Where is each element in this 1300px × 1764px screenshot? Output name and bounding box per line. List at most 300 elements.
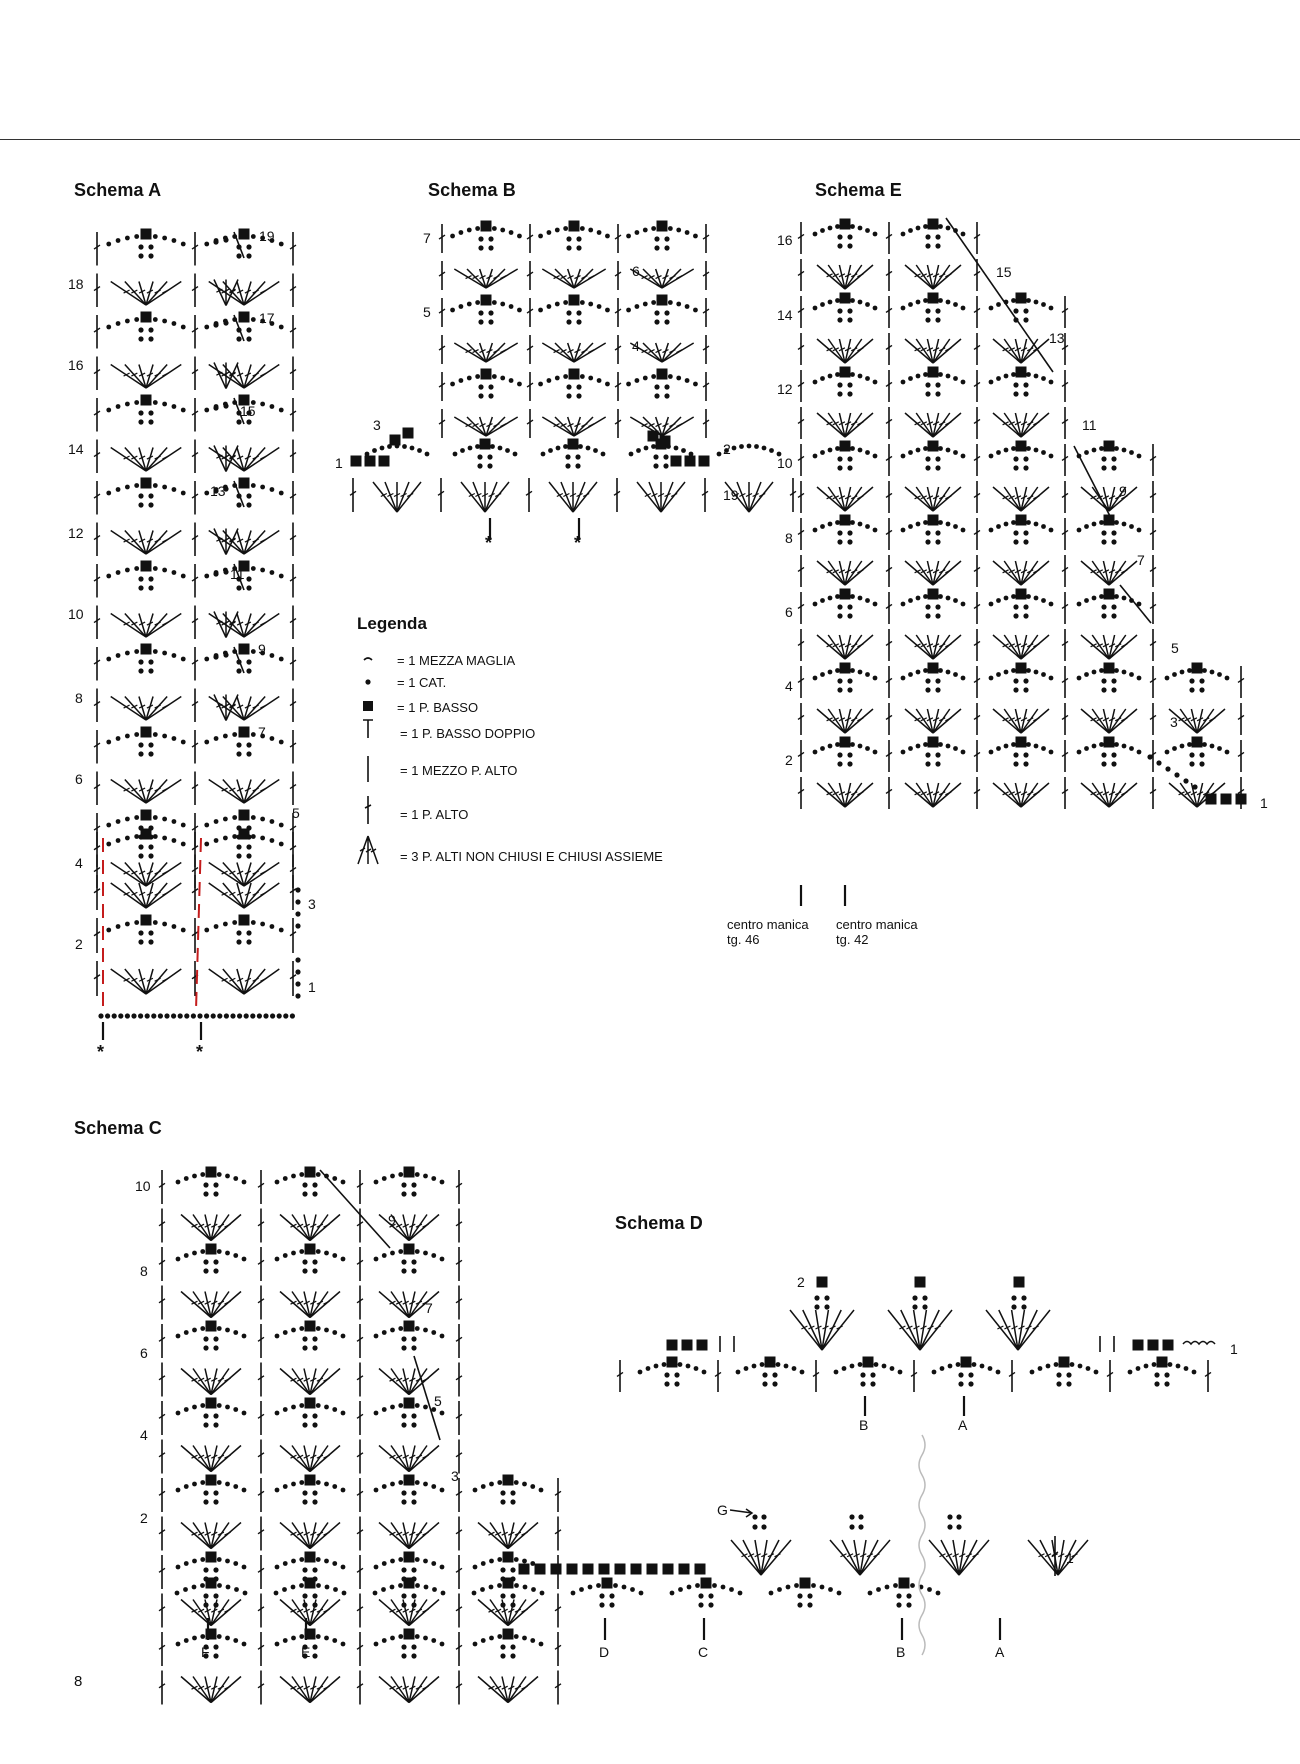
chain-dot [752,1524,757,1529]
marker-letter: B [896,1644,906,1660]
fan-stitch [485,482,509,512]
chain-dot [761,1524,766,1529]
chain-dot [500,376,505,381]
single-crochet-square [1016,367,1027,378]
chain-dot [510,1593,515,1598]
single-crochet-square [503,1552,514,1563]
single-crochet-square [663,1564,674,1575]
catenella-icon [356,669,380,693]
chain-dot [754,444,759,449]
chain-dot [324,1328,329,1333]
chain-dot [772,1381,777,1386]
chain-dot [1023,604,1028,609]
chain-dot [932,1370,937,1375]
chain-dot [324,1636,329,1641]
chain-dot [847,465,852,470]
chain-dot [415,1480,420,1485]
single-crochet-square [567,1564,578,1575]
chain-dot [1099,446,1104,451]
chain-dot [1026,594,1031,599]
row-number: 6 [785,604,793,620]
chain-dot [678,1362,683,1367]
chain-dot [935,382,940,387]
chain-dot [312,1490,317,1495]
chain-dot [739,444,744,449]
chain-dot [497,1583,502,1588]
chain-dot [865,450,870,455]
chain-dot [283,1407,288,1412]
chain-dot [1128,1370,1133,1375]
chain-dot [401,1268,406,1273]
chain-dot [341,1257,346,1262]
chain-dot [302,1567,307,1572]
chain-dot [517,382,522,387]
chain-dot [302,1336,307,1341]
marker-letter: C [698,1644,709,1660]
single-crochet-square [840,293,851,304]
chain-dot [398,1403,403,1408]
chain-dot [938,298,943,303]
single-crochet-square [928,293,939,304]
single-crochet-square [1148,1340,1159,1351]
chain-dot [1023,687,1028,692]
chain-dot [302,1422,307,1427]
single-crochet-square [667,1357,678,1368]
chain-dot [609,1593,614,1598]
single-crochet-square [305,1578,316,1589]
chain-dot [1084,450,1089,455]
single-crochet-square [671,456,682,467]
chain-dot [860,1372,865,1377]
marker-asterisk: * [485,533,493,553]
chain-dot [1023,530,1028,535]
chain-dot [192,1251,197,1256]
single-crochet-square [840,367,851,378]
chain-dot [576,393,581,398]
chain-dot [890,1366,895,1371]
chain-dot [940,1366,945,1371]
chain-dot [835,224,840,229]
chain-dot [935,530,940,535]
chain-dot [989,602,994,607]
chain-dot [935,539,940,544]
chain-dot [510,1644,515,1649]
chain-dot [1122,522,1127,527]
single-crochet-square [701,1578,712,1589]
chain-dot [316,1557,321,1562]
chain-dot [668,300,673,305]
chain-dot [1013,604,1018,609]
row-number: 2 [75,936,83,952]
row-number: 9 [1119,483,1127,499]
chain-dot [873,454,878,459]
chain-dot [1189,752,1194,757]
chain-dot [1174,772,1179,777]
row-number: 7 [258,724,266,740]
chain-dot [1099,742,1104,747]
row-number: 3 [373,417,381,433]
single-crochet-square [569,221,580,232]
row-number: 12 [777,381,793,397]
chain-dot [1049,454,1054,459]
chain-dot [299,1634,304,1639]
single-crochet-square [928,589,939,600]
chain-dot [291,1405,296,1410]
chain-dot [820,672,825,677]
chain-dot [1101,613,1106,618]
chain-dot [916,374,921,379]
chain-dot [958,1381,963,1386]
chain-dot [1101,604,1106,609]
chain-dot [175,1591,180,1596]
fan-stitch [573,482,585,512]
single-crochet-square [667,1340,678,1351]
chain-dot [481,1484,486,1489]
chain-dot [477,463,482,468]
single-crochet-square [1104,663,1115,674]
chain-dot [935,613,940,618]
chain-dot [961,306,966,311]
chain-dot [938,520,943,525]
single-crochet-square [679,1564,690,1575]
single-crochet-square [1016,293,1027,304]
chain-dot [694,1366,699,1371]
fan-stitch [637,482,661,512]
chain-dot [468,446,473,451]
chain-dot [1049,676,1054,681]
chain-dot [1165,676,1170,681]
chain-dot [837,465,842,470]
chain-dot [676,302,681,307]
row-number: 8 [785,530,793,546]
row-number: 1 [1260,795,1268,811]
chain-dot [176,1488,181,1493]
chain-dot [653,463,658,468]
chain-dot [1041,672,1046,677]
chain-dot [497,1480,502,1485]
chain-dot [674,1381,679,1386]
chain-dot [500,1499,505,1504]
chain-dot [1111,539,1116,544]
chain-dot [411,1602,416,1607]
chain-dot [842,1366,847,1371]
single-crochet-square [569,369,580,380]
chain-dot [908,302,913,307]
chain-dot [1049,306,1054,311]
schema-d-title: Schema D [615,1213,703,1233]
chain-dot [374,1180,379,1185]
edge-slope [1120,585,1151,623]
chain-dot [1189,687,1194,692]
chain-dot [717,452,722,457]
chain-dot [316,1326,321,1331]
chain-dot [1122,448,1127,453]
chain-dot [916,670,921,675]
chain-dot [401,1422,406,1427]
single-crochet-square [1016,737,1027,748]
row-number: 4 [140,1427,148,1443]
chain-dot [432,1587,437,1592]
chain-dot [522,1482,527,1487]
chain-dot [898,1370,903,1375]
chain-dot [1026,742,1031,747]
chain-dot [811,1583,816,1588]
chain-dot [1013,687,1018,692]
row-number: 14 [777,307,793,323]
chain-dot [925,752,930,757]
chain-dot [1199,752,1204,757]
chain-dot [243,1591,248,1596]
chain-dot [192,1636,197,1641]
edge-slope [946,218,1053,372]
chain-dot [956,1514,961,1519]
chain-dot [431,1330,436,1335]
single-crochet-square [569,295,580,306]
chain-dot [868,1591,873,1596]
mezza-maglia-icon [356,646,380,670]
chain-dot [1168,1362,1173,1367]
chain-dot [233,1330,238,1335]
chain-dot [382,1253,387,1258]
chain-dot [184,1638,189,1643]
fan-stitch [649,482,661,512]
chain-dot [440,1411,445,1416]
chain-dot [459,378,464,383]
chain-dot [588,376,593,381]
chain-dot [275,1411,280,1416]
chain-dot [522,1559,527,1564]
chain-dot [563,300,568,305]
chain-dot [1144,1364,1149,1369]
chain-dot [1004,374,1009,379]
chain-dot [1111,613,1116,618]
chain-dot [1023,613,1028,618]
chain-dot [324,1251,329,1256]
chain-dot [835,668,840,673]
chain-dot [312,1191,317,1196]
chain-dot [837,530,842,535]
chain-dot [312,1499,317,1504]
chain-dot [609,1602,614,1607]
chain-dot [664,393,669,398]
chain-dot [242,1411,247,1416]
chain-dot [213,1567,218,1572]
chain-dot [487,463,492,468]
chain-dot [372,448,377,453]
chain-dot [882,1364,887,1369]
chain-dot [946,226,951,231]
row-number: 8 [140,1263,148,1279]
chain-dot [299,1403,304,1408]
chain-dot [509,378,514,383]
single-crochet-square [697,1340,708,1351]
chain-dot [217,1480,222,1485]
chain-dot [514,1634,519,1639]
chain-dot [192,1328,197,1333]
chain-dot [865,672,870,677]
chain-dot [858,744,863,749]
chain-dot [217,1634,222,1639]
single-crochet-square [206,1321,217,1332]
chain-dot [1092,670,1097,675]
chain-dot [580,300,585,305]
chain-dot [213,1422,218,1427]
row-number: 10 [68,606,84,622]
chain-dot [332,1253,337,1258]
chain-dot [475,444,480,449]
chain-dot [1041,746,1046,751]
chain-dot [234,1587,239,1592]
chain-dot [1034,522,1039,527]
row-number: 17 [259,310,275,326]
chain-dot [283,1176,288,1181]
legend-text: = 1 P. ALTO [400,807,469,822]
chain-dot [184,1407,189,1412]
chain-dot [275,1334,280,1339]
chain-dot [565,454,570,459]
chain-dot [698,1602,703,1607]
chain-dot [415,1557,420,1562]
chain-dot [497,1557,502,1562]
chain-dot [925,317,930,322]
single-crochet-square [404,1321,415,1332]
fan-stitch [573,482,597,512]
chain-dot [588,228,593,233]
chain-dot [901,676,906,681]
single-crochet-square [863,1357,874,1368]
chain-dot [183,1587,188,1592]
chain-dot [685,230,690,235]
chain-dot [593,448,598,453]
single-crochet-square [351,456,362,467]
chain-dot [847,382,852,387]
single-crochet-square [928,219,939,230]
chain-dot [312,1413,317,1418]
chain-dot [1202,742,1207,747]
chain-dot [752,1514,757,1519]
chain-dot [1026,298,1031,303]
chain-dot [1172,746,1177,751]
chain-dot [312,1593,317,1598]
chain-dot [935,317,940,322]
single-crochet-square [1016,589,1027,600]
chain-dot [820,746,825,751]
single-crochet-square [682,1340,693,1351]
chain-dot [1164,1372,1169,1377]
single-crochet-square [1016,515,1027,526]
chain-dot [923,446,928,451]
chain-dot [736,1370,741,1375]
chain-dot [299,1172,304,1177]
chain-dot [989,676,994,681]
chain-dot [1152,1362,1157,1367]
chain-dot [605,382,610,387]
chain-dot [530,1561,535,1566]
tre-alti-chiusi-icon [354,834,382,866]
chain-dot [797,1602,802,1607]
chain-dot [233,1407,238,1412]
chain-dot [275,1180,280,1185]
chain-dot [217,1326,222,1331]
chain-dot [837,761,842,766]
chain-dot [837,687,842,692]
chain-dot [492,226,497,231]
chain-dot [523,1585,528,1590]
chain-dot [579,1587,584,1592]
chain-dot [813,232,818,237]
chain-dot [203,1191,208,1196]
chain-dot [744,1366,749,1371]
chain-dot [1023,317,1028,322]
chain-dot [473,1488,478,1493]
chain-dot [576,319,581,324]
chain-dot [415,1326,420,1331]
chain-dot [411,1345,416,1350]
chain-dot [312,1567,317,1572]
chain-dot [299,1249,304,1254]
chain-dot [1026,668,1031,673]
fan-stitch [461,482,485,512]
chain-dot [597,378,602,383]
single-crochet-square [1104,441,1115,452]
chain-dot [873,528,878,533]
single-crochet-square [1206,794,1217,805]
single-crochet-square [481,221,492,232]
chain-dot [203,1499,208,1504]
chain-dot [423,1174,428,1179]
chain-dot [192,1585,197,1590]
chain-dot [176,1411,181,1416]
chain-dot [651,226,656,231]
chain-dot [522,1636,527,1641]
chain-dot [654,1364,659,1369]
chain-dot [769,448,774,453]
chain-dot [820,598,825,603]
chain-dot [225,1636,230,1641]
chain-dot [1026,446,1031,451]
basso-doppio-icon [356,716,380,740]
row-number: 4 [632,338,640,354]
chain-dot [1225,750,1230,755]
chain-dot [576,236,581,241]
chain-dot [901,750,906,755]
chain-dot [1084,524,1089,529]
single-crochet-square [1192,663,1203,674]
chain-dot [847,604,852,609]
chain-dot [654,393,659,398]
chain-dot [865,524,870,529]
chain-dot [1137,454,1142,459]
chain-dot [956,1524,961,1529]
single-crochet-square [206,1578,217,1589]
chain-dot [488,319,493,324]
note-line: tg. 46 [727,932,760,947]
chain-dot [274,1591,279,1596]
chain-dot [693,382,698,387]
chain-dot [1049,528,1054,533]
chain-dot [390,1585,395,1590]
chain-dot [225,1174,230,1179]
chain-dot [813,602,818,607]
chain-dot [478,393,483,398]
chain-dot [938,372,943,377]
chain-dot [576,384,581,389]
chain-dot [1101,530,1106,535]
chain-dot [1189,678,1194,683]
chain-dot [925,678,930,683]
chain-dot [1183,778,1188,783]
chain-dot [374,1334,379,1339]
